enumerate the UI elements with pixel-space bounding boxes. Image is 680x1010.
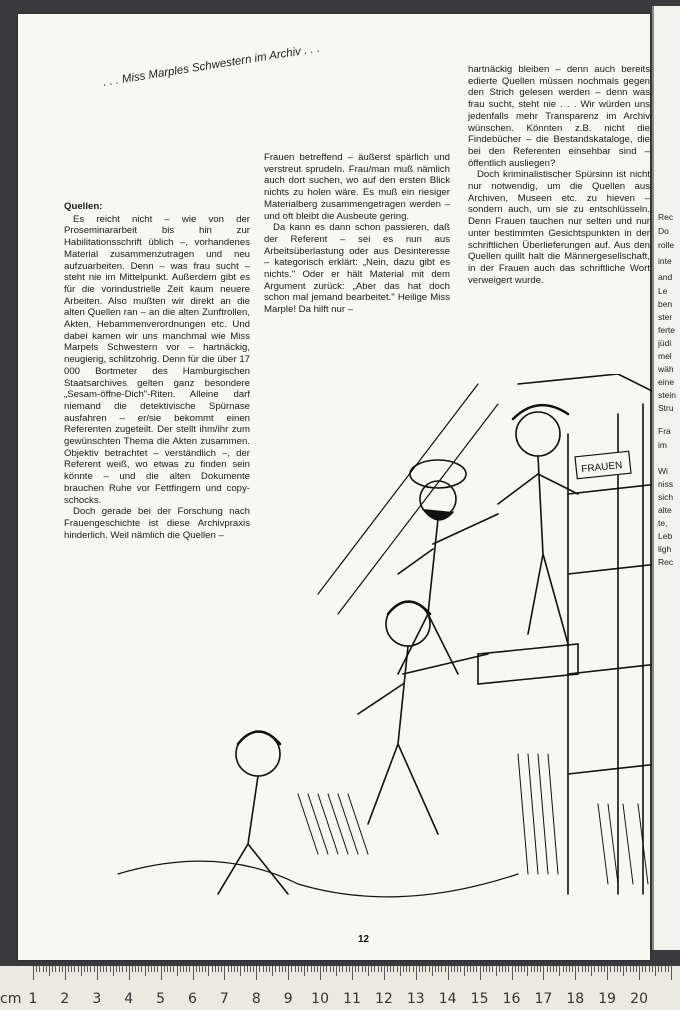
ruler-tick (199, 966, 200, 972)
ruler-number: 10 (311, 991, 330, 1007)
ruler-tick (578, 966, 579, 972)
ruler-tick (620, 966, 621, 972)
ruler-tick (582, 966, 583, 972)
ruler-tick (499, 966, 500, 972)
ruler-tick (515, 966, 516, 972)
ruler-tick (36, 966, 37, 972)
ruler-tick (594, 966, 595, 972)
ruler-tick (202, 966, 203, 972)
ruler-tick (496, 966, 497, 976)
ruler-tick (630, 966, 631, 972)
ruler-tick (263, 966, 264, 972)
ruler-tick (642, 966, 643, 972)
ruler-tick (33, 966, 34, 980)
ruler-tick (173, 966, 174, 972)
next-page-fragment: mel (658, 351, 672, 361)
ruler-tick (658, 966, 659, 972)
ruler-tick (288, 966, 289, 980)
ruler-tick (537, 966, 538, 972)
ruler-tick (352, 966, 353, 980)
next-page-fragment: rolle (658, 240, 675, 250)
ruler-tick (655, 966, 656, 976)
ruler-tick (390, 966, 391, 972)
ruler-tick (508, 966, 509, 972)
next-page-fragment: Do (658, 226, 669, 236)
ruler-tick (78, 966, 79, 972)
ruler-tick (575, 966, 576, 980)
ruler-tick (371, 966, 372, 972)
ruler-tick (362, 966, 363, 972)
ruler-tick (429, 966, 430, 972)
ruler-number: 8 (251, 991, 261, 1007)
ruler-tick (43, 966, 44, 972)
ruler-tick (170, 966, 171, 972)
ruler-tick (476, 966, 477, 972)
ruler-tick (275, 966, 276, 972)
ruler-tick (212, 966, 213, 972)
ruler-tick (39, 966, 40, 972)
next-page-fragment: Rec (658, 557, 674, 567)
ruler-tick (553, 966, 554, 972)
ruler-tick (164, 966, 165, 972)
ruler-tick (614, 966, 615, 972)
ruler-tick (256, 966, 257, 980)
ruler-tick (314, 966, 315, 972)
ruler-tick (189, 966, 190, 972)
ruler-tick (129, 966, 130, 980)
ruler-tick (512, 966, 513, 980)
ruler-tick (489, 966, 490, 972)
ruler-tick (445, 966, 446, 972)
ruler-tick (320, 966, 321, 980)
ruler-tick (196, 966, 197, 972)
ruler-tick (326, 966, 327, 972)
ruler-tick (559, 966, 560, 976)
ruler-tick (259, 966, 260, 972)
ruler-tick (81, 966, 82, 976)
section-heading: Quellen: (64, 201, 103, 212)
next-page-fragment: jüdi (658, 338, 672, 348)
ruler-tick (441, 966, 442, 972)
ruler-tick (193, 966, 194, 980)
ruler-tick (336, 966, 337, 976)
measurement-ruler (0, 966, 680, 1010)
ruler-tick (183, 966, 184, 972)
next-page-fragment: Le (658, 286, 668, 296)
illustration-caption: . . . Miss Marples Schwestern im Archiv . . . (102, 42, 321, 89)
magazine-page (18, 14, 650, 960)
ruler-number: 7 (219, 991, 229, 1007)
ruler-tick (269, 966, 270, 972)
ruler-number: 4 (124, 991, 134, 1007)
ruler-tick (65, 966, 66, 980)
ruler-tick (400, 966, 401, 976)
ruler-number: 19 (598, 991, 617, 1007)
ruler-tick (483, 966, 484, 972)
ruler-tick (285, 966, 286, 972)
ruler-tick (661, 966, 662, 972)
ruler-tick (378, 966, 379, 972)
ruler-number: 3 (92, 991, 102, 1007)
ruler-tick (231, 966, 232, 972)
ruler-tick (406, 966, 407, 972)
column-3 (468, 64, 650, 286)
next-page-fragment: and (658, 272, 673, 282)
ruler-tick (161, 966, 162, 980)
next-page-fragment: te, (658, 518, 668, 528)
ruler-number: 5 (156, 991, 166, 1007)
ruler-tick (601, 966, 602, 972)
next-page-fragment: Stru (658, 403, 674, 413)
ruler-unit: cm (0, 991, 22, 1007)
ruler-tick (250, 966, 251, 972)
ruler-tick (113, 966, 114, 976)
ruler-tick (591, 966, 592, 976)
paragraph: Da kann es dann schon passieren, daß der Referent – sei es nun aus Arbeitsüberlastung oder aus Desinteresse – kategorisch erklärt: „Nein, dazu gibt es nichts." Oder er hält Material mit dem Argument zurück: „Aber das hat doch schon mal jemand bearbeitet." Heilige Miss Marple! Da hilft nur – (264, 222, 450, 316)
ruler-tick (649, 966, 650, 972)
ruler-number: 18 (566, 991, 585, 1007)
ruler-tick (397, 966, 398, 972)
ruler-tick (148, 966, 149, 972)
ruler-tick (572, 966, 573, 972)
ruler-tick (550, 966, 551, 972)
ruler-tick (253, 966, 254, 972)
next-page-fragment: Rec (658, 212, 674, 222)
ruler-tick (132, 966, 133, 972)
next-page-fragment: sich (658, 492, 674, 502)
ruler-tick (74, 966, 75, 972)
ruler-number: 2 (60, 991, 70, 1007)
ruler-tick (317, 966, 318, 972)
ruler-tick (94, 966, 95, 972)
ruler-tick (295, 966, 296, 972)
ruler-tick (244, 966, 245, 972)
ruler-tick (90, 966, 91, 972)
ruler-tick (502, 966, 503, 972)
ruler-tick (607, 966, 608, 980)
ruler-tick (451, 966, 452, 972)
ruler-tick (145, 966, 146, 976)
ruler-tick (547, 966, 548, 972)
column-2 (264, 152, 450, 316)
ruler-tick (492, 966, 493, 972)
ruler-tick (422, 966, 423, 972)
next-page-fragment: ferte (658, 325, 676, 335)
ruler-tick (384, 966, 385, 980)
ruler-tick (435, 966, 436, 972)
ruler-tick (665, 966, 666, 972)
ruler-tick (323, 966, 324, 972)
ruler-tick (180, 966, 181, 972)
ruler-tick (103, 966, 104, 972)
ruler-tick (374, 966, 375, 972)
ruler-tick (151, 966, 152, 972)
ruler-tick (566, 966, 567, 972)
ruler-tick (387, 966, 388, 972)
ruler-tick (540, 966, 541, 972)
next-page-fragment: Wi (658, 466, 668, 476)
ruler-number: 17 (534, 991, 553, 1007)
ruler-tick (221, 966, 222, 972)
ruler-tick (122, 966, 123, 972)
ruler-tick (425, 966, 426, 972)
ruler-tick (279, 966, 280, 972)
ruler-number: 11 (343, 991, 361, 1007)
page-number: 12 (358, 934, 370, 945)
next-page-fragment: ben (658, 299, 673, 309)
paragraph: Es reicht nicht – wie von der Proseminararbeit bis hin zur Habilitationsschrift üblich –, vorhandenes Material zusammenzutragen und neu aufzuarbeiten. Denn – was frau sucht – steht nie im Mittelpunkt. Außerdem gibt es für die vorindustrielle Zeit kaum neuere Arbeiten. Also mußten wir direkt an die alten Quellen ran – an die alten Zunftrollen, Akten, Hebammenverordnungen etc. Und dabei kamen wir uns manchmal wie Miss Marpels Schwestern vor – hartnäckig, neugierig, schlitzohrig. Denn für die über 17 000 Bortmeter des Hamburgischen Staatsarchives gelten ganz besondere „Sesam-öffne-Dich"-Riten. Alleine darf niemand die detektivische Spürnase ausfahren – er/sie bekommt einen Referenten zugeteilt. Der stellt ihm/ihr zum gewünschten Thema die Akten zusammen. Objektiv betrachtet – verständlich –, der Referent weiß, wo etwas zu finden sein könnte – und die alten Dokumente brauchen Ruhe vor Fettfingern und copy-schocks. (64, 213, 250, 506)
ruler-tick (116, 966, 117, 972)
ruler-tick (49, 966, 50, 976)
ruler-tick (518, 966, 519, 972)
ruler-tick (531, 966, 532, 972)
ruler-tick (588, 966, 589, 972)
next-page-fragment: ligh (658, 544, 672, 554)
ruler-tick (521, 966, 522, 972)
ruler-tick (563, 966, 564, 972)
ruler-tick (416, 966, 417, 980)
ruler-tick (585, 966, 586, 972)
ruler-tick (240, 966, 241, 976)
ruler-tick (135, 966, 136, 972)
ruler-tick (448, 966, 449, 980)
ruler-tick (610, 966, 611, 972)
next-page-fragment: stein (658, 390, 676, 400)
ruler-tick (460, 966, 461, 972)
ruler-tick (106, 966, 107, 972)
ruler-tick (330, 966, 331, 972)
ruler-tick (598, 966, 599, 972)
ruler-tick (119, 966, 120, 972)
ruler-tick (307, 966, 308, 972)
ruler-tick (645, 966, 646, 972)
ruler-tick (87, 966, 88, 972)
ruler-tick (505, 966, 506, 972)
ruler-tick (304, 966, 305, 976)
ruler-tick (470, 966, 471, 972)
ruler-tick (486, 966, 487, 972)
ruler-tick (671, 966, 672, 980)
ruler-tick (527, 966, 528, 976)
ruler-tick (569, 966, 570, 972)
ruler-tick (333, 966, 334, 972)
ruler-tick (349, 966, 350, 972)
ruler-tick (432, 966, 433, 976)
ruler-tick (126, 966, 127, 972)
ruler-tick (467, 966, 468, 972)
ruler-tick (633, 966, 634, 972)
ruler-tick (301, 966, 302, 972)
ruler-tick (266, 966, 267, 972)
ruler-number: 6 (188, 991, 197, 1007)
ruler-tick (639, 966, 640, 980)
ruler-tick (358, 966, 359, 972)
ruler-tick (55, 966, 56, 972)
ruler-tick (177, 966, 178, 976)
next-page-fragment: Fra (658, 426, 671, 436)
ruler-tick (339, 966, 340, 972)
ruler-tick (368, 966, 369, 976)
ruler-tick (68, 966, 69, 972)
ruler-tick (626, 966, 627, 972)
ruler-tick (84, 966, 85, 972)
ruler-tick (186, 966, 187, 972)
ruler-tick (224, 966, 225, 980)
ruler-tick (623, 966, 624, 976)
next-page-fragment: Leb (658, 531, 673, 541)
ruler-tick (234, 966, 235, 972)
ruler-tick (419, 966, 420, 972)
ruler-tick (534, 966, 535, 972)
ruler-tick (218, 966, 219, 972)
ruler-tick (59, 966, 60, 972)
next-page-fragment: ster (658, 312, 673, 322)
ruler-tick (556, 966, 557, 972)
ruler-tick (636, 966, 637, 972)
ruler-number: 15 (470, 991, 489, 1007)
ruler-tick (311, 966, 312, 972)
ruler-tick (409, 966, 410, 972)
ruler-number: 20 (630, 991, 649, 1007)
ruler-tick (393, 966, 394, 972)
ruler-tick (403, 966, 404, 972)
next-page-fragment: alte (658, 505, 672, 515)
ruler-tick (141, 966, 142, 972)
ruler-tick (71, 966, 72, 972)
ruler-tick (668, 966, 669, 972)
ruler-tick (62, 966, 63, 972)
ruler-number: 9 (283, 991, 293, 1007)
ruler-tick (272, 966, 273, 976)
next-page-fragment: wäh (658, 364, 674, 374)
ruler-tick (473, 966, 474, 972)
ruler-tick (237, 966, 238, 972)
ruler-tick (46, 966, 47, 972)
archive-sketch-illustration (98, 374, 673, 914)
ruler-tick (110, 966, 111, 972)
next-page-fragment: niss (658, 479, 674, 489)
ruler-tick (617, 966, 618, 972)
ruler-number: 13 (406, 991, 425, 1007)
paragraph: Doch kriminalistischer Spürsinn ist nicht nur notwendig, um die Quellen aus Archiven, Museen etc. zu hieven – sondern auch, um sie zu entschlüsseln. Denn Frauen tauchen nur selten und nur unter bestimmten Gesichtspunkten in der schriftlichen Überlieferungen auf. Aus den Quellen quillt halt die Männergesellschaft, in der Frauen auch das schriftliche Wort verweigert wurde. (468, 169, 650, 286)
ruler-tick (154, 966, 155, 972)
ruler-tick (342, 966, 343, 972)
ruler-tick (457, 966, 458, 972)
ruler-tick (282, 966, 283, 972)
ruler-tick (52, 966, 53, 972)
sketch-sign-text: FRAUEN (580, 460, 623, 476)
ruler-number: 1 (28, 991, 38, 1007)
ruler-tick (138, 966, 139, 972)
ruler-tick (346, 966, 347, 972)
ruler-tick (157, 966, 158, 972)
ruler-tick (464, 966, 465, 976)
paragraph: hartnäckig bleiben – denn auch bereits edierte Quellen müssen nochmals gegen den Strich gelesen werden – denn was frau sucht, steht nie . . . Wir würden uns jedenfalls mehr Transparenz im Archiv wünschen. Könnten z.B. nicht die Findebücher – die Bestandskataloge, die bei den Referenten einsehbar sind – öffentlich ausliegen? (468, 64, 650, 169)
next-page-fragment: im (658, 440, 667, 450)
ruler-tick (291, 966, 292, 972)
ruler-tick (205, 966, 206, 972)
ruler-tick (215, 966, 216, 972)
ruler-number: 12 (374, 991, 393, 1007)
ruler-tick (208, 966, 209, 976)
ruler-tick (604, 966, 605, 972)
next-page-edge (652, 6, 680, 950)
ruler-number: 14 (438, 991, 457, 1007)
ruler-tick (298, 966, 299, 972)
ruler-tick (167, 966, 168, 972)
ruler-tick (454, 966, 455, 972)
ruler-tick (413, 966, 414, 972)
ruler-tick (228, 966, 229, 972)
paragraph: Doch gerade bei der Forschung nach Frauengeschichte ist diese Archivpraxis hinderlich. Weil nämlich die Quellen – (64, 506, 250, 541)
ruler-tick (543, 966, 544, 980)
ruler-tick (355, 966, 356, 972)
ruler-tick (524, 966, 525, 972)
next-page-fragment: inte (658, 256, 672, 266)
ruler-tick (480, 966, 481, 980)
ruler-tick (100, 966, 101, 972)
ruler-tick (652, 966, 653, 972)
ruler-tick (438, 966, 439, 972)
ruler-number: 16 (502, 991, 521, 1007)
ruler-tick (247, 966, 248, 972)
ruler-tick (365, 966, 366, 972)
shelf-outline (518, 374, 658, 894)
ruler-tick (381, 966, 382, 972)
ruler-tick (97, 966, 98, 980)
next-page-fragment: eine (658, 377, 675, 387)
paragraph: Frauen betreffend – äußerst spärlich und verstreut sprudeln. Frau/man muß nämlich auch dort suchen, wo auf den ersten Blick nichts zu holen wäre. Es muß ein riesiger Materialberg zusammengetragen werden – und oft bleibt die Ausbeute gering. (264, 152, 450, 222)
